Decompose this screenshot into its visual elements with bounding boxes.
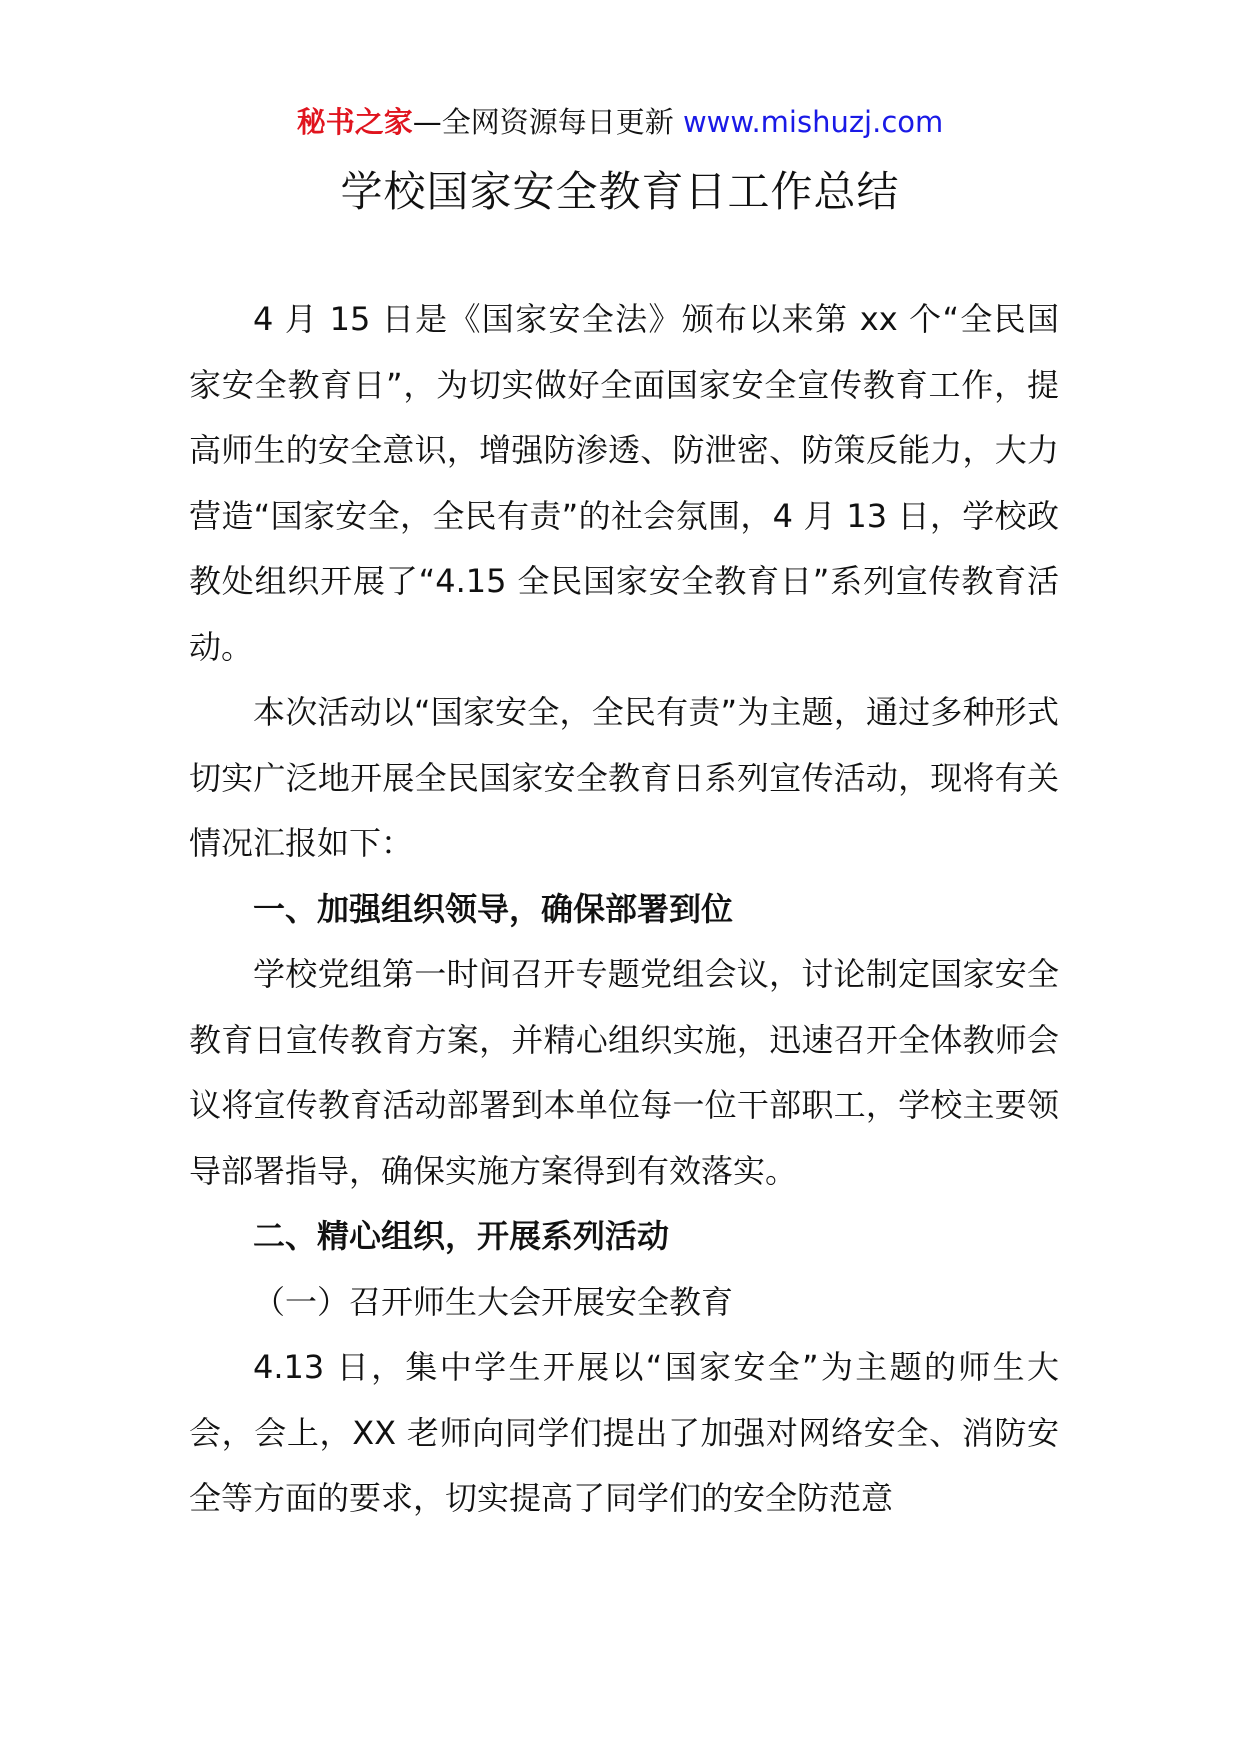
subsection-heading: （一）召开师生大会开展安全教育	[253, 1282, 734, 1321]
website-link[interactable]: www.mishuzj.com	[682, 105, 944, 139]
brand-name: 秘书之家	[296, 105, 413, 139]
paragraph: 学校党组第一时间召开专题党组会议，讨论制定国家安全教育日宣传教育方案，并精心组织实施，迅速召开全体教师会议将宣传教育活动部署到本单位每一位干部职工，学校主要领导部署指导，确保实施方案得到有效落实。	[189, 955, 1059, 1190]
paragraph: 本次活动以“国家安全，全民有责”为主题，通过多种形式切实广泛地开展全民国家安全教育日系列宣传活动，现将有关情况汇报如下：	[189, 693, 1059, 862]
paragraph: 4 月 15 日是《国家安全法》颁布以来第 xx 个“全民国家安全教育日”，为切实做好全面国家安全宣传教育工作，提高师生的安全意识，增强防渗透、防泄密、防策反能力，大力营造“国家安全，全民有责”的社会氛围，4 月 13 日，学校政教处组织开展了“4.15 全民国家安全教育日”系列宣传教育活动。	[189, 300, 1059, 666]
header-tagline: —全网资源每日更新	[412, 105, 674, 139]
section-heading: 二、精心组织，开展系列活动	[253, 1217, 670, 1255]
paragraph: 4.13 日，集中学生开展以“国家安全”为主题的师生大会，会上，XX 老师向同学们提出了加强对网络安全、消防安全等方面的要求，切实提高了同学们的安全防范意	[189, 1348, 1059, 1517]
site-header	[0, 100, 1240, 144]
document-title: 学校国家安全教育日工作总结	[340, 167, 900, 216]
section-heading: 一、加强组织领导，确保部署到位	[253, 889, 734, 928]
document-body	[189, 287, 1059, 1532]
